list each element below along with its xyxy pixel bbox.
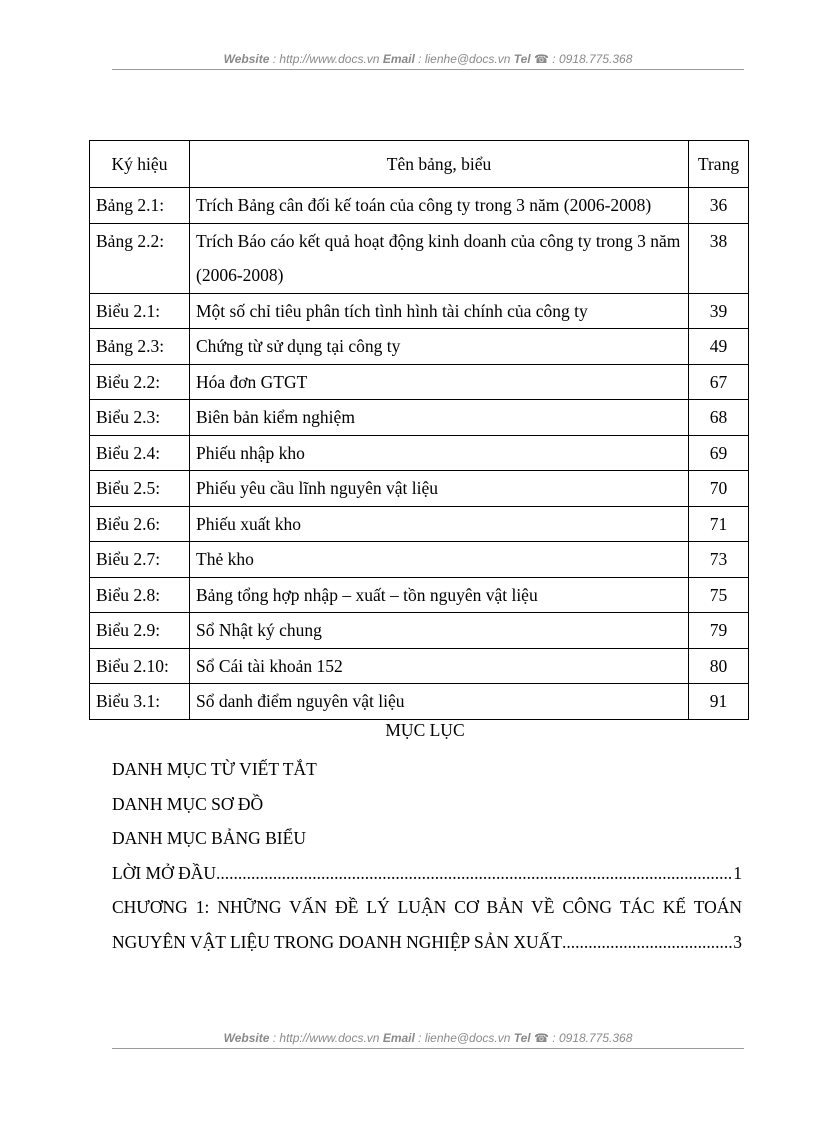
- row-page: 39: [689, 293, 749, 329]
- toc-item[interactable]: [112, 890, 742, 959]
- row-page: 91: [689, 684, 749, 720]
- row-page: 38: [689, 223, 749, 293]
- email-label: Email: [382, 52, 415, 66]
- table-row: [90, 435, 749, 471]
- row-name: Phiếu nhập kho: [190, 435, 689, 471]
- row-page: 36: [689, 188, 749, 224]
- column-header-code: Ký hiệu: [90, 141, 190, 188]
- table-header-row: [90, 141, 749, 188]
- row-page: 75: [689, 577, 749, 613]
- toc-leader-dots: [562, 925, 733, 960]
- table-row: [90, 648, 749, 684]
- column-header-name: Tên bảng, biểu: [190, 141, 689, 188]
- toc-item[interactable]: DANH MỤC TỪ VIẾT TẮT: [112, 759, 317, 779]
- row-name: Phiếu xuất kho: [190, 506, 689, 542]
- row-code: Bảng 2.3:: [90, 329, 190, 365]
- row-page: 69: [689, 435, 749, 471]
- table-row: [90, 577, 749, 613]
- row-page: 73: [689, 542, 749, 578]
- row-code: Biểu 2.7:: [90, 542, 190, 578]
- page-footer: [112, 1031, 744, 1049]
- row-page: 67: [689, 364, 749, 400]
- toc-title: MỤC LỤC: [385, 720, 465, 740]
- page-header: [112, 52, 744, 70]
- row-name: Sổ Cái tài khoản 152: [190, 648, 689, 684]
- column-header-page: Trang: [689, 141, 749, 188]
- tel-label: Tel: [513, 1031, 531, 1045]
- row-code: Bảng 2.1:: [90, 188, 190, 224]
- row-code: Biểu 2.9:: [90, 613, 190, 649]
- website-label: Website: [223, 52, 270, 66]
- row-name: Bảng tổng hợp nhập – xuất – tồn nguyên vật liệu: [190, 577, 689, 613]
- toc-item[interactable]: DANH MỤC BẢNG BIỂU: [112, 828, 306, 848]
- row-code: Biểu 2.10:: [90, 648, 190, 684]
- table-row: [90, 542, 749, 578]
- table-row: [90, 613, 749, 649]
- phone-icon: ☎: [534, 1031, 549, 1045]
- toc-item[interactable]: DANH MỤC SƠ ĐỒ: [112, 793, 264, 814]
- table-row: [90, 223, 749, 293]
- row-name: Trích Bảng cân đối kế toán của công ty trong 3 năm (2006-2008): [190, 188, 689, 224]
- row-page: 71: [689, 506, 749, 542]
- toc-item-page: 3: [733, 931, 742, 952]
- toc-item-text: LỜI MỞ ĐẦU: [112, 862, 217, 883]
- table-row: [90, 684, 749, 720]
- table-row: [90, 400, 749, 436]
- row-code: Biểu 2.1:: [90, 293, 190, 329]
- row-page: 70: [689, 471, 749, 507]
- row-page: 80: [689, 648, 749, 684]
- row-code: Biểu 2.5:: [90, 471, 190, 507]
- tel-label: Tel: [513, 52, 531, 66]
- toc-item-text-line2: NGUYÊN VẬT LIỆU TRONG DOANH NGHIỆP SẢN XUẤT: [112, 931, 562, 952]
- table-row: [90, 471, 749, 507]
- website-value: : http://www.docs.vn: [272, 52, 380, 66]
- row-page: 79: [689, 613, 749, 649]
- row-name: Hóa đơn GTGT: [190, 364, 689, 400]
- row-name: Phiếu yêu cầu lĩnh nguyên vật liệu: [190, 471, 689, 507]
- toc-item-page: 1: [733, 862, 742, 883]
- website-value: : http://www.docs.vn: [272, 1031, 380, 1045]
- toc-item-text-line1: CHƯƠNG 1: NHỮNG VẤN ĐỀ LÝ LUẬN CƠ BẢN VỀ CÔNG TÁC KẾ TOÁN: [112, 897, 742, 917]
- row-code: Biểu 2.3:: [90, 400, 190, 436]
- row-code: Biểu 2.6:: [90, 506, 190, 542]
- row-page: 68: [689, 400, 749, 436]
- row-page: 49: [689, 329, 749, 365]
- row-code: Biểu 2.8:: [90, 577, 190, 613]
- table-row: [90, 188, 749, 224]
- toc-leader-dots: [216, 856, 733, 891]
- row-name: Sổ Nhật ký chung: [190, 613, 689, 649]
- email-label: Email: [382, 1031, 415, 1045]
- row-name: Sổ danh điểm nguyên vật liệu: [190, 684, 689, 720]
- row-code: Biểu 2.2:: [90, 364, 190, 400]
- table-row: [90, 329, 749, 365]
- table-row: [90, 506, 749, 542]
- row-name: Chứng từ sử dụng tại công ty: [190, 329, 689, 365]
- website-label: Website: [223, 1031, 270, 1045]
- toc-item[interactable]: [112, 856, 742, 891]
- row-name: Biên bản kiểm nghiệm: [190, 400, 689, 436]
- table-of-contents: [112, 752, 742, 959]
- table-row: [90, 293, 749, 329]
- row-name: Một số chỉ tiêu phân tích tình hình tài chính của công ty: [190, 293, 689, 329]
- email-value: : lienhe@docs.vn: [418, 52, 511, 66]
- row-code: Bảng 2.2:: [90, 223, 190, 293]
- phone-icon: ☎: [534, 52, 549, 66]
- tel-value: : 0918.775.368: [552, 1031, 633, 1045]
- row-code: Biểu 3.1:: [90, 684, 190, 720]
- email-value: : lienhe@docs.vn: [418, 1031, 511, 1045]
- tables-list: [89, 140, 749, 720]
- row-name: Trích Báo cáo kết quả hoạt động kinh doanh của công ty trong 3 năm (2006-2008): [190, 223, 689, 293]
- row-code: Biểu 2.4:: [90, 435, 190, 471]
- tel-value: : 0918.775.368: [552, 52, 633, 66]
- table-row: [90, 364, 749, 400]
- row-name: Thẻ kho: [190, 542, 689, 578]
